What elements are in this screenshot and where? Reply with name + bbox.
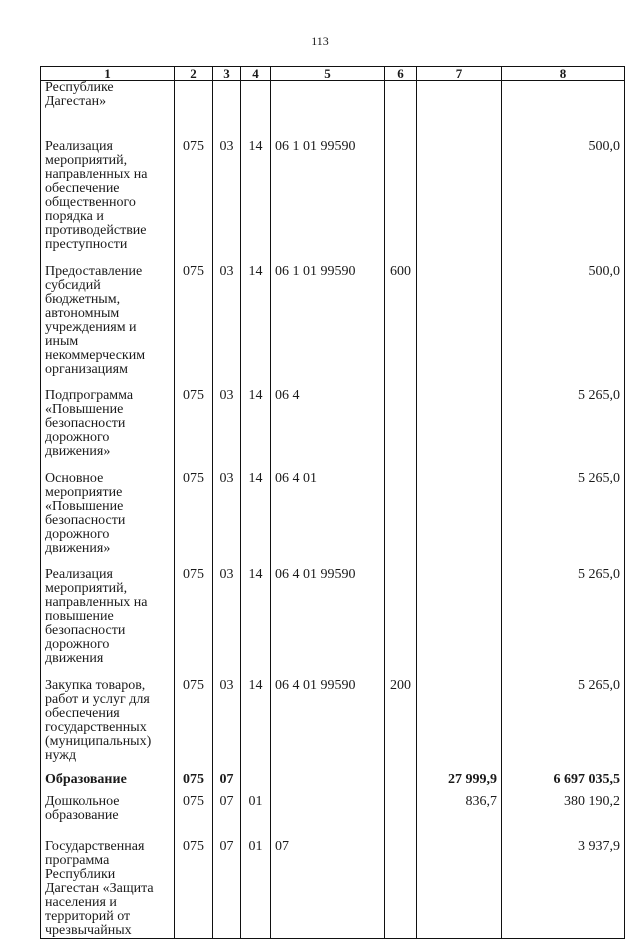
row-target-code [271, 763, 385, 787]
row-amount-8: 5 265,0 [502, 556, 625, 666]
row-amount-7 [417, 252, 502, 377]
table-body [41, 81, 625, 939]
table-row [41, 81, 625, 130]
row-target-code: 06 1 01 99590 [271, 252, 385, 377]
row-section-code [213, 81, 241, 130]
table-row [41, 556, 625, 666]
budget-table [40, 66, 625, 939]
row-subsection-code: 14 [241, 377, 271, 459]
col-header-8: 8 [502, 67, 625, 81]
row-section-code: 03 [213, 459, 241, 556]
row-ministry-code: 075 [175, 787, 213, 832]
col-header-7: 7 [417, 67, 502, 81]
row-amount-7 [417, 129, 502, 252]
col-header-4: 4 [241, 67, 271, 81]
col-header-1: 1 [41, 67, 175, 81]
row-amount-8: 5 265,0 [502, 666, 625, 763]
row-amount-7: 836,7 [417, 787, 502, 832]
row-target-code [271, 81, 385, 130]
row-expense-type [385, 763, 417, 787]
row-expense-type [385, 832, 417, 939]
col-header-5: 5 [271, 67, 385, 81]
row-expense-type [385, 377, 417, 459]
row-expense-type [385, 459, 417, 556]
row-target-code [271, 787, 385, 832]
row-amount-8: 5 265,0 [502, 459, 625, 556]
row-name: Образование [41, 763, 175, 787]
row-amount-7 [417, 556, 502, 666]
row-ministry-code: 075 [175, 377, 213, 459]
row-target-code: 06 4 01 99590 [271, 556, 385, 666]
row-amount-7 [417, 832, 502, 939]
col-header-6: 6 [385, 67, 417, 81]
table-row [41, 832, 625, 939]
row-ministry-code: 075 [175, 129, 213, 252]
row-expense-type [385, 81, 417, 130]
row-target-code: 07 [271, 832, 385, 939]
row-amount-8: 380 190,2 [502, 787, 625, 832]
row-name: Республике Дагестан» [41, 81, 175, 130]
table-row [41, 666, 625, 763]
row-name: Реализация мероприятий, направленных на повышение безопасности дорожного движения [41, 556, 175, 666]
row-subsection-code [241, 763, 271, 787]
row-section-code: 07 [213, 763, 241, 787]
row-section-code: 07 [213, 832, 241, 939]
row-section-code: 07 [213, 787, 241, 832]
row-ministry-code [175, 81, 213, 130]
row-expense-type [385, 787, 417, 832]
row-expense-type: 200 [385, 666, 417, 763]
row-amount-7 [417, 377, 502, 459]
page-number: 113 [311, 34, 329, 48]
row-amount-7: 27 999,9 [417, 763, 502, 787]
row-target-code: 06 1 01 99590 [271, 129, 385, 252]
row-amount-7 [417, 666, 502, 763]
row-target-code: 06 4 [271, 377, 385, 459]
row-amount-7 [417, 81, 502, 130]
table-row [41, 459, 625, 556]
row-amount-8 [502, 81, 625, 130]
col-header-2: 2 [175, 67, 213, 81]
row-subsection-code: 14 [241, 459, 271, 556]
row-subsection-code: 14 [241, 666, 271, 763]
table-row [41, 129, 625, 252]
table-row [41, 252, 625, 377]
row-subsection-code: 01 [241, 787, 271, 832]
row-expense-type [385, 556, 417, 666]
row-name: Основное мероприятие «Повышение безопасности дорожного движения» [41, 459, 175, 556]
row-section-code: 03 [213, 556, 241, 666]
row-subsection-code: 01 [241, 832, 271, 939]
row-target-code: 06 4 01 99590 [271, 666, 385, 763]
row-expense-type [385, 129, 417, 252]
row-ministry-code: 075 [175, 763, 213, 787]
table-row [41, 377, 625, 459]
row-section-code: 03 [213, 129, 241, 252]
row-subsection-code [241, 81, 271, 130]
col-header-3: 3 [213, 67, 241, 81]
row-section-code: 03 [213, 377, 241, 459]
row-ministry-code: 075 [175, 459, 213, 556]
row-ministry-code: 075 [175, 252, 213, 377]
row-name: Дошкольное образование [41, 787, 175, 832]
row-ministry-code: 075 [175, 666, 213, 763]
header-row [41, 67, 625, 81]
row-name: Предоставление субсидий бюджетным, автономным учреждениям и иным некоммерческим организациям [41, 252, 175, 377]
row-amount-8: 5 265,0 [502, 377, 625, 459]
table-row [41, 763, 625, 787]
row-amount-8: 3 937,9 [502, 832, 625, 939]
row-subsection-code: 14 [241, 252, 271, 377]
row-amount-8: 500,0 [502, 129, 625, 252]
table-row [41, 787, 625, 832]
row-name: Реализация мероприятий, направленных на обеспечение общественного порядка и противодействие преступности [41, 129, 175, 252]
row-name: Закупка товаров, работ и услуг для обеспечения государственных (муниципальных) нужд [41, 666, 175, 763]
row-amount-8: 500,0 [502, 252, 625, 377]
row-ministry-code: 075 [175, 832, 213, 939]
row-subsection-code: 14 [241, 129, 271, 252]
row-target-code: 06 4 01 [271, 459, 385, 556]
row-section-code: 03 [213, 252, 241, 377]
row-expense-type: 600 [385, 252, 417, 377]
row-amount-7 [417, 459, 502, 556]
row-ministry-code: 075 [175, 556, 213, 666]
row-name: Государственная программа Республики Дагестан «Защита населения и территорий от чрезвычайных [41, 832, 175, 939]
row-name: Подпрограмма «Повышение безопасности дорожного движения» [41, 377, 175, 459]
row-section-code: 03 [213, 666, 241, 763]
row-amount-8: 6 697 035,5 [502, 763, 625, 787]
row-subsection-code: 14 [241, 556, 271, 666]
